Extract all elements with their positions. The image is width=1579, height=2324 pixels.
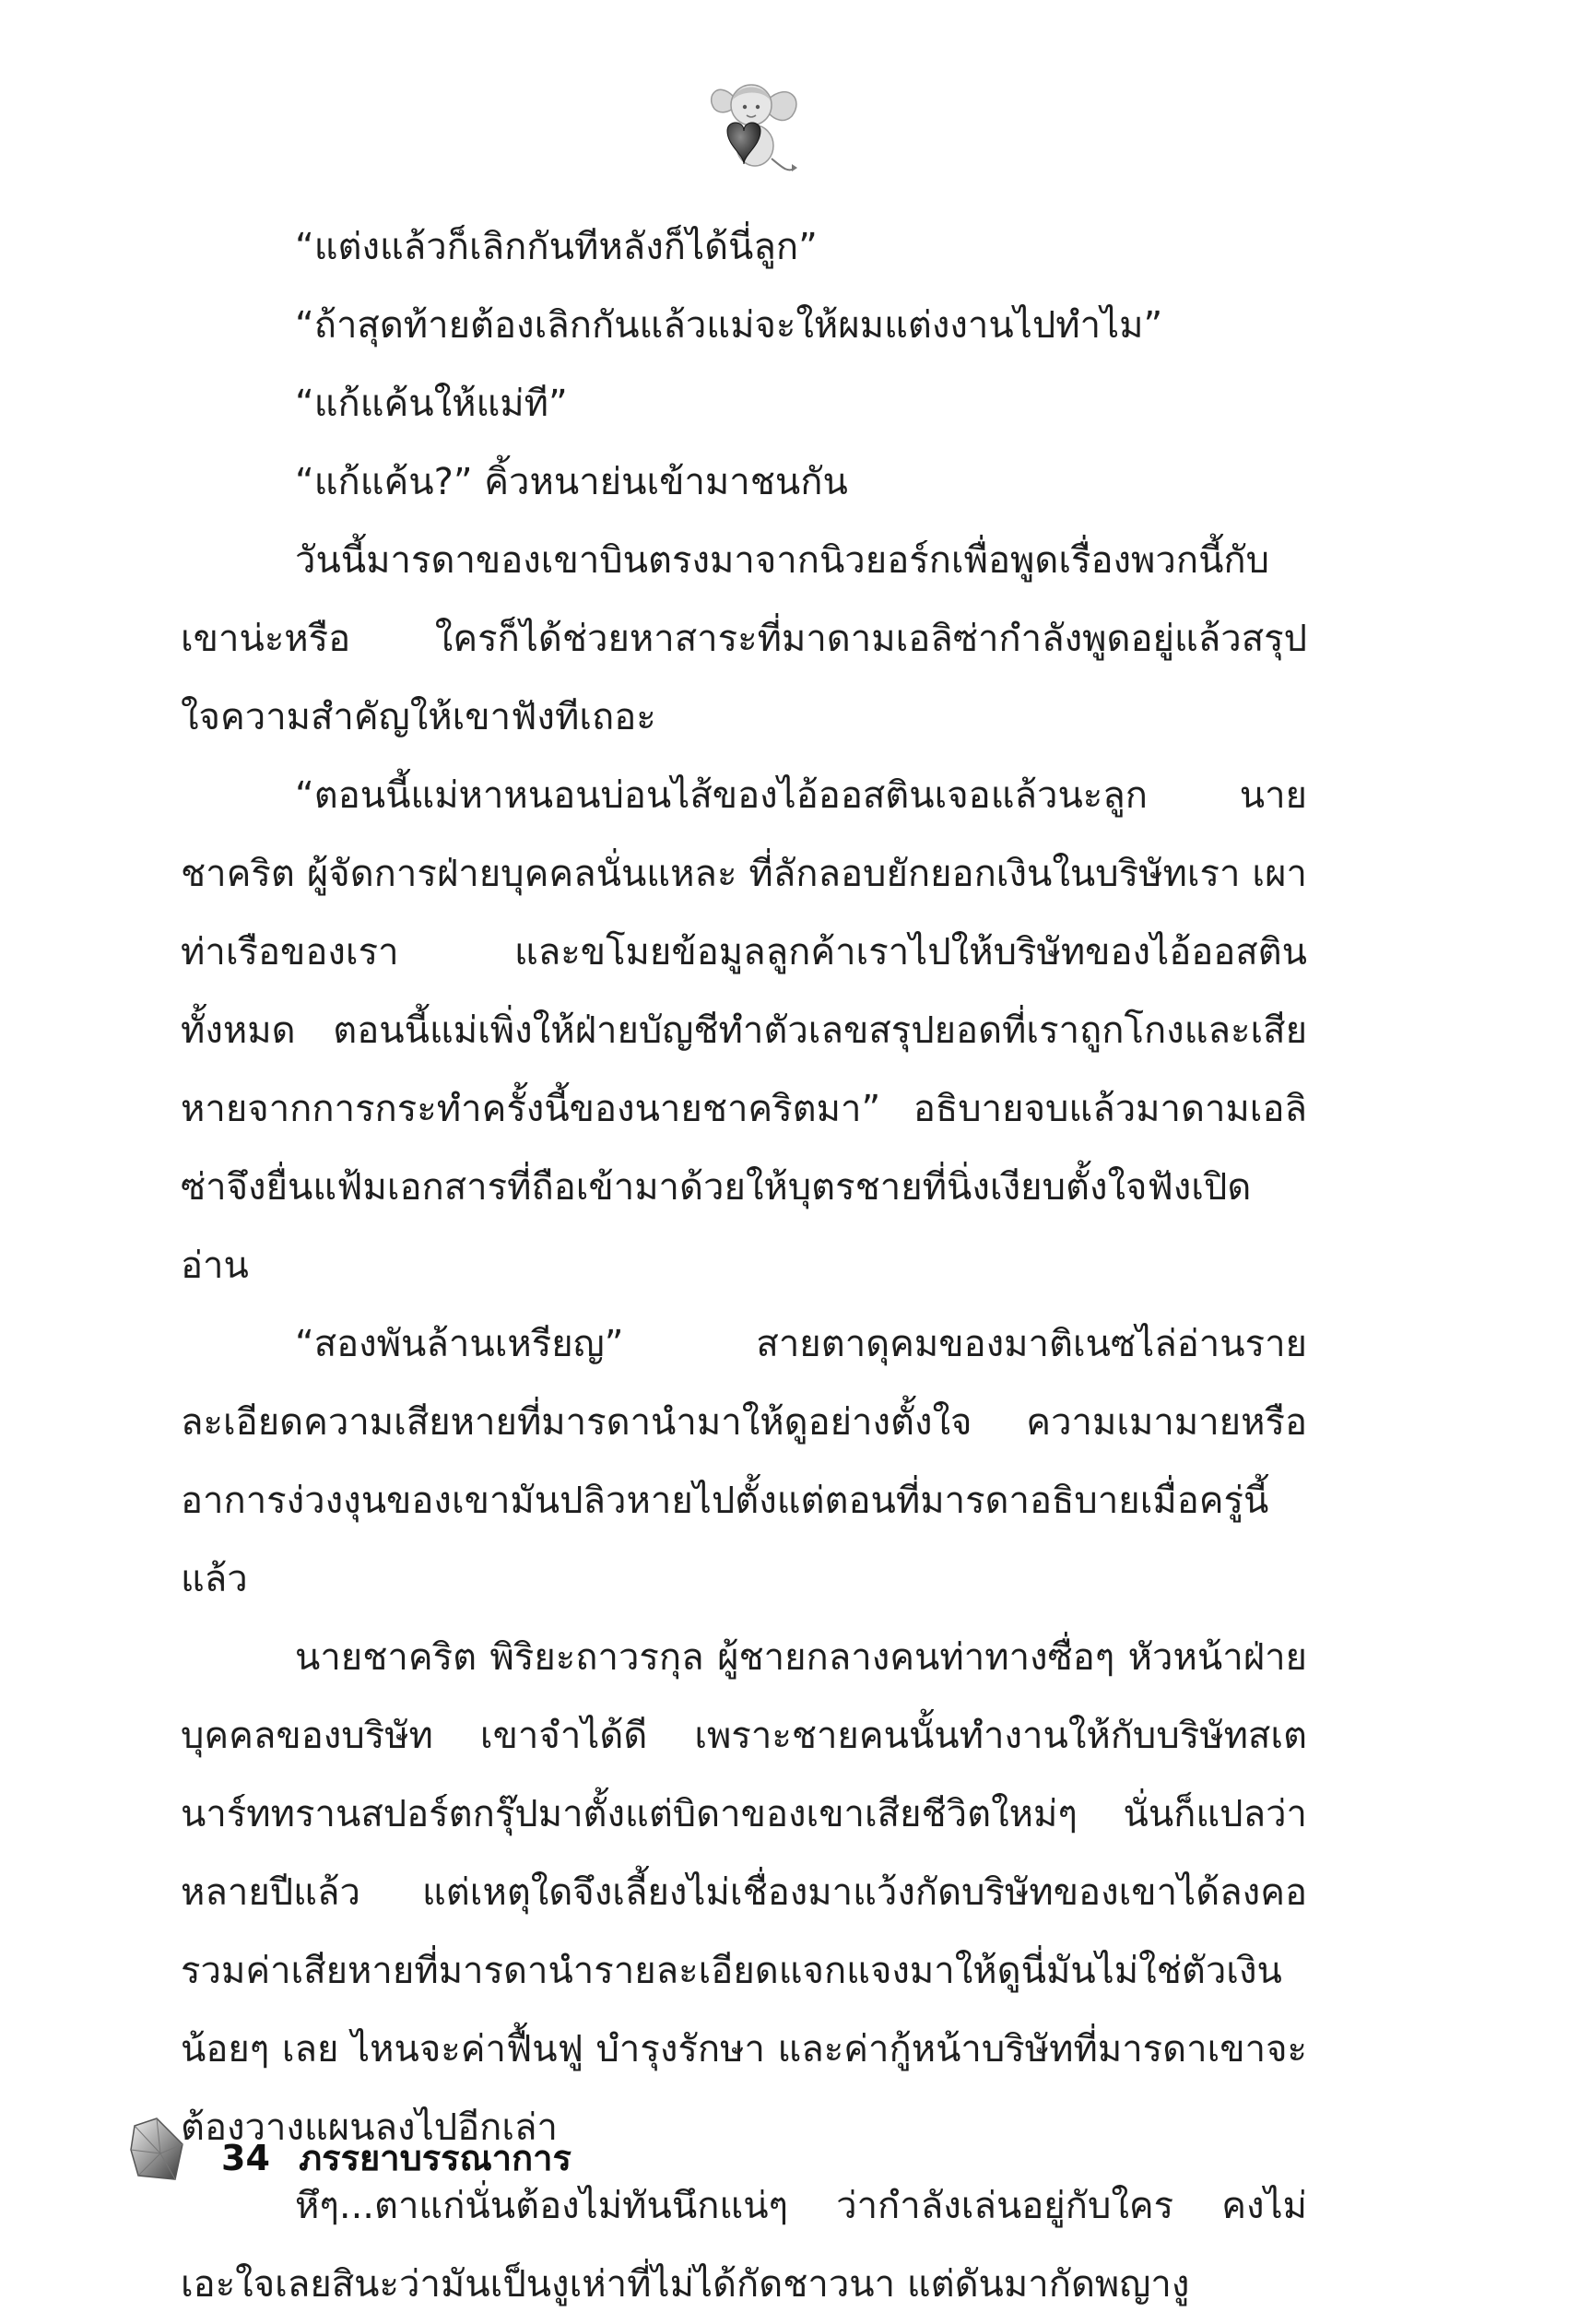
- body-text: [181, 208, 1307, 2324]
- paragraph: หึๆ...ตาแก่นั่นต้องไม่ทันนึกแน่ๆ ว่ากำลังเล่นอยู่กับใคร คงไม่เอะใจเลยสินะว่ามันเป็นงูเห่าที่ไม่ได้กัดชาวนา แต่ดันมากัดพญางู: [181, 2185, 1307, 2306]
- book-title: ภรรยาบรรณาการ: [299, 2138, 572, 2178]
- cupid-heart-icon: [696, 72, 807, 183]
- paragraph: “แก้แค้นให้แม่ที”: [295, 383, 568, 425]
- paragraph: “สองพันล้านเหรียญ” สายตาดุคมของมาติเนซไล่อ่านรายละเอียดความเสียหายที่มารดานำมาให้ดูอย่างตั้งใจ ความเมามายหรืออาการง่วงงุนของเขามันปลิวหายไปตั้งแต่ตอนที่มารดาอธิบายเมื่อครู่นี้แล้ว: [181, 1323, 1307, 1600]
- footer-caption: [221, 2129, 588, 2186]
- paragraph: “ถ้าสุดท้ายต้องเลิกกันแล้วแม่จะให้ผมแต่งงานไปทำไม”: [295, 304, 1163, 347]
- paragraph: นายชาคริต พิริยะถาวรกุล ผู้ชายกลางคนท่าทางซื่อๆ หัวหน้าฝ่ายบุคคลของบริษัท เขาจำได้ดี เพราะชายคนนั้นทำงานให้กับบริษัทสเตนาร์ททรานสปอร์ตกรุ๊ปมาตั้งแต่บิดาของเขาเสียชีวิตใหม่ๆ นั่นก็แปลว่าหลายปีแล้ว แต่เหตุใดจึงเลี้ยงไม่เชื่องมาแว้งกัดบริษัทของเขาได้ลงคอ รวมค่าเสียหายที่มารดานำรายละเอียดแจกแจงมาให้ดูนี่มันไม่ใช่ตัวเงินน้อยๆ เลย ไหนจะค่าฟื้นฟู บำรุงรักษา และค่ากู้หน้าบริษัทที่มารดาเขาจะต้องวางแผนลงไปอีกเล่า: [181, 1636, 1307, 2149]
- paragraph: “ตอนนี้แม่หาหนอนบ่อนไส้ของไอ้ออสตินเจอแล้วนะลูก นายชาคริต ผู้จัดการฝ่ายบุคคลนั่นแหละ ที่ลักลอบยักยอกเงินในบริษัทเรา เผาท่าเรือของเรา และขโมยข้อมูลลูกค้าเราไปให้บริษัทของไอ้ออสตินทั้งหมด ตอนนี้แม่เพิ่งให้ฝ่ายบัญชีทำตัวเลขสรุปยอดที่เราถูกโกงและเสียหายจากการกระทำครั้งนี้ของนายชาคริตมา” อธิบายจบแล้วมาดามเอลิซ่าจึงยื่นแฟ้มเอกสารที่ถือเข้ามาด้วยให้บุตรชายที่นิ่งเงียบตั้งใจฟังเปิดอ่าน: [181, 774, 1307, 1287]
- diamond-icon: [129, 2117, 186, 2185]
- page-number: 34: [221, 2138, 270, 2178]
- page-footer: [129, 2117, 959, 2190]
- paragraph: “แก้แค้น?” คิ้วหนาย่นเข้ามาชนกัน: [295, 461, 848, 503]
- paragraph: “แต่งแล้วก็เลิกกันทีหลังก็ได้นี่ลูก”: [295, 226, 818, 268]
- paragraph: วันนี้มารดาของเขาบินตรงมาจากนิวยอร์กเพื่อพูดเรื่องพวกนี้กับเขาน่ะหรือ ใครก็ได้ช่วยหาสาระที่มาดามเอลิซ่ากำลังพูดอยู่แล้วสรุปใจความสำคัญให้เขาฟังทีเถอะ: [181, 539, 1307, 738]
